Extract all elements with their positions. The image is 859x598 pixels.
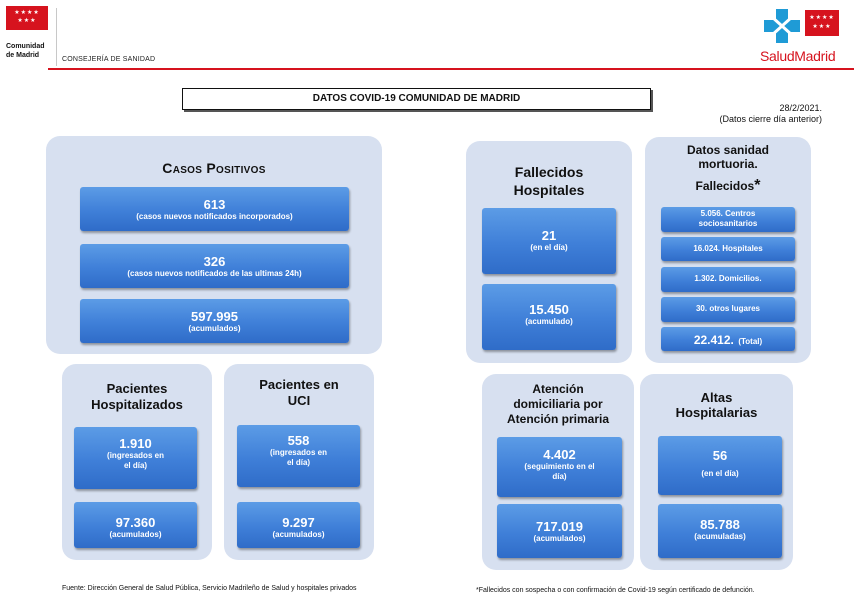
casos-incorporados-box: 613 (casos nuevos notificados incorporados) (80, 187, 349, 231)
mortuoria-sociosanitarios-box: 5.056. Centros sociosanitarios (661, 207, 795, 232)
salud-madrid-cross-icon (764, 9, 800, 43)
atencion-domiciliaria-panel (482, 374, 634, 570)
atencion-title: Atención domiciliaria por Atención primaria (506, 382, 610, 426)
hospitalizados-daily-box: 1.910 (ingresados en el día) (74, 427, 197, 489)
atencion-daily-box: 4.402 (seguimiento en el día) (497, 437, 622, 497)
uci-total-box: 9.297 (acumulados) (237, 502, 360, 548)
fallecidos-hospitales-panel (466, 141, 632, 363)
footer-note: *Fallecidos con sospecha o con confirmación de Covid-19 según certificado de defunción. (476, 587, 755, 594)
uci-panel (224, 364, 374, 560)
header-divider (56, 8, 57, 66)
uci-daily-box: 558 (ingresados en el día) (237, 425, 360, 487)
comunidad-madrid-flag-logo (6, 6, 48, 30)
fallecidos-hospitales-title: Fallecidos Hospitales (513, 164, 585, 198)
hospitalizados-total-box: 97.360 (acumulados) (74, 502, 197, 548)
casos-positivos-panel (46, 136, 382, 354)
mortuoria-hospitales-box: 16.024. Hospitales (661, 237, 795, 261)
star-icon: ★★★ (17, 18, 37, 24)
community-name: Comunidad de Madrid (6, 43, 45, 59)
sanidad-mortuoria-panel (645, 137, 811, 363)
mortuoria-domicilios-box: 1.302. Domicilios. (661, 267, 795, 292)
altas-daily-box: 56 (en el día) (658, 436, 782, 495)
altas-total-box: 85.788 (acumuladas) (658, 504, 782, 558)
casos-positivos-title: Casos Positivos (162, 160, 266, 176)
page-title: DATOS COVID-19 COMUNIDAD DE MADRID (182, 88, 651, 110)
mortuoria-title: Datos sanidad mortuoria. Fallecidos* (686, 143, 770, 194)
hospitalizados-title: Pacientes Hospitalizados (91, 381, 183, 412)
casos-acumulados-box: 597.995 (acumulados) (80, 299, 349, 343)
asterisk-mark: * (754, 177, 761, 194)
altas-hospitalarias-panel (640, 374, 793, 570)
star-icon: ★★★★ (14, 10, 40, 16)
madrid-flag-icon: ★★★★ ★★★ (805, 10, 839, 36)
altas-title: Altas Hospitalarias (675, 390, 758, 420)
salud-madrid-brand: SaludMadrid (760, 48, 836, 64)
uci-title: Pacientes en UCI (259, 377, 339, 408)
mortuoria-otros-box: 30. otros lugares (661, 297, 795, 322)
casos-24h-box: 326 (casos nuevos notificados de las ultimas 24h) (80, 244, 349, 288)
fallecidos-daily-box: 21 (en el día) (482, 208, 616, 274)
report-date: 28/2/2021. (Datos cierre día anterior) (719, 103, 822, 124)
fallecidos-total-box: 15.450 (acumulado) (482, 284, 616, 350)
footer-source: Fuente: Dirección General de Salud Pública, Servicio Madrileño de Salud y hospitales privados (62, 585, 357, 592)
department-name: CONSEJERÍA DE SANIDAD (62, 56, 156, 63)
header-red-rule (48, 68, 854, 70)
hospitalizados-panel (62, 364, 212, 560)
mortuoria-total-box: 22.412. (Total) (661, 327, 795, 351)
atencion-total-box: 717.019 (acumulados) (497, 504, 622, 558)
